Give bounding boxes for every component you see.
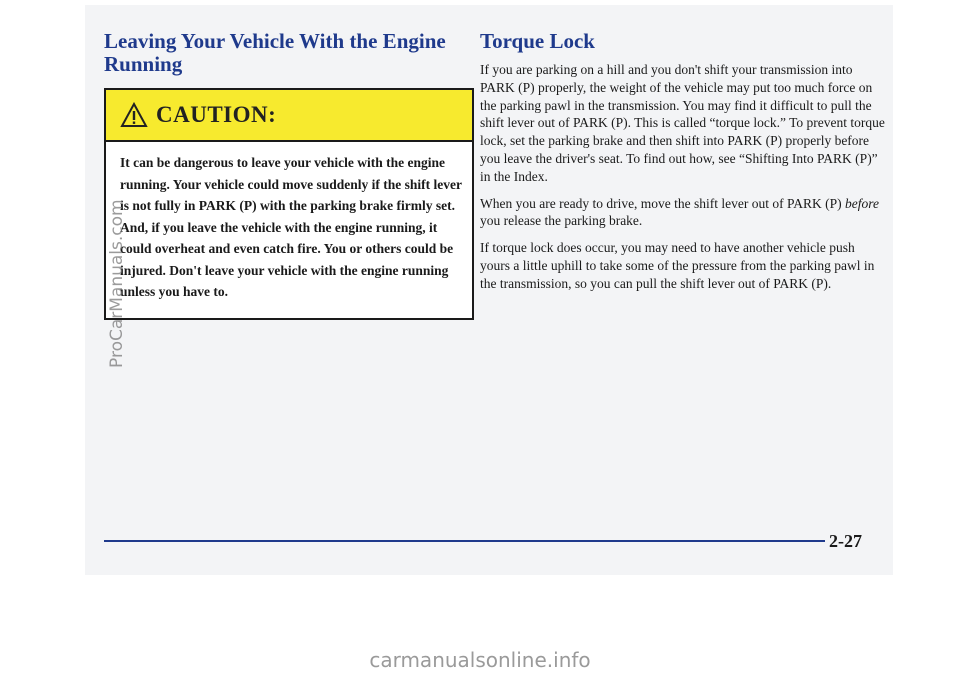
warning-triangle-icon — [120, 102, 148, 128]
section-heading-leaving-vehicle: Leaving Your Vehicle With the Engine Running — [104, 29, 446, 76]
caution-box — [104, 88, 474, 320]
right-column — [480, 30, 885, 302]
left-column — [104, 30, 484, 76]
paragraph-torque-lock-2 — [480, 195, 885, 231]
paragraph-2-start: When you are ready to drive, move the shift lever out of PARK (P) — [480, 195, 846, 211]
watermark: ProCarManuals.com — [107, 199, 127, 368]
caution-title: CAUTION: — [156, 102, 277, 127]
paragraph-torque-lock-3: If torque lock does occur, you may need to have another vehicle push yours a little uphill to take some of the pressure from the parking pawl in the transmission, so you can pull the shift lever out of PARK (P). — [480, 240, 875, 291]
caution-text: It can be dangerous to leave your vehicle with the engine running. Your vehicle could move suddenly if the shift lever is not fully in PARK (P) with the parking brake firmly set. And, if you leave the vehicle with the engine running, it could overheat and even catch fire. You or others could be injured. Don't leave your vehicle with the engine running unless you have to. — [120, 155, 462, 299]
section-heading-torque-lock: Torque Lock — [480, 29, 595, 53]
site-footer-link[interactable]: carmanualsonline.info — [369, 648, 591, 672]
emphasis-before: before — [845, 195, 880, 211]
paragraph-torque-lock-1: If you are parking on a hill and you don't shift your transmission into PARK (P) properly, the weight of the vehicle may put too much force on the parking pawl in the transmission. You may find it difficult to pull the shift lever out of PARK (P). This is called “torque lock.” To prevent torque lock, set the parking brake and then shift into PARK (P) properly before you leave the driver's seat. To find out how, see “Shifting Into PARK (P)” in the Index. — [480, 62, 885, 184]
footer-rule — [104, 540, 825, 542]
page-number: 2-27 — [829, 531, 862, 551]
paragraph-2-end: you release the parking brake. — [480, 213, 643, 229]
caution-header — [106, 90, 472, 142]
